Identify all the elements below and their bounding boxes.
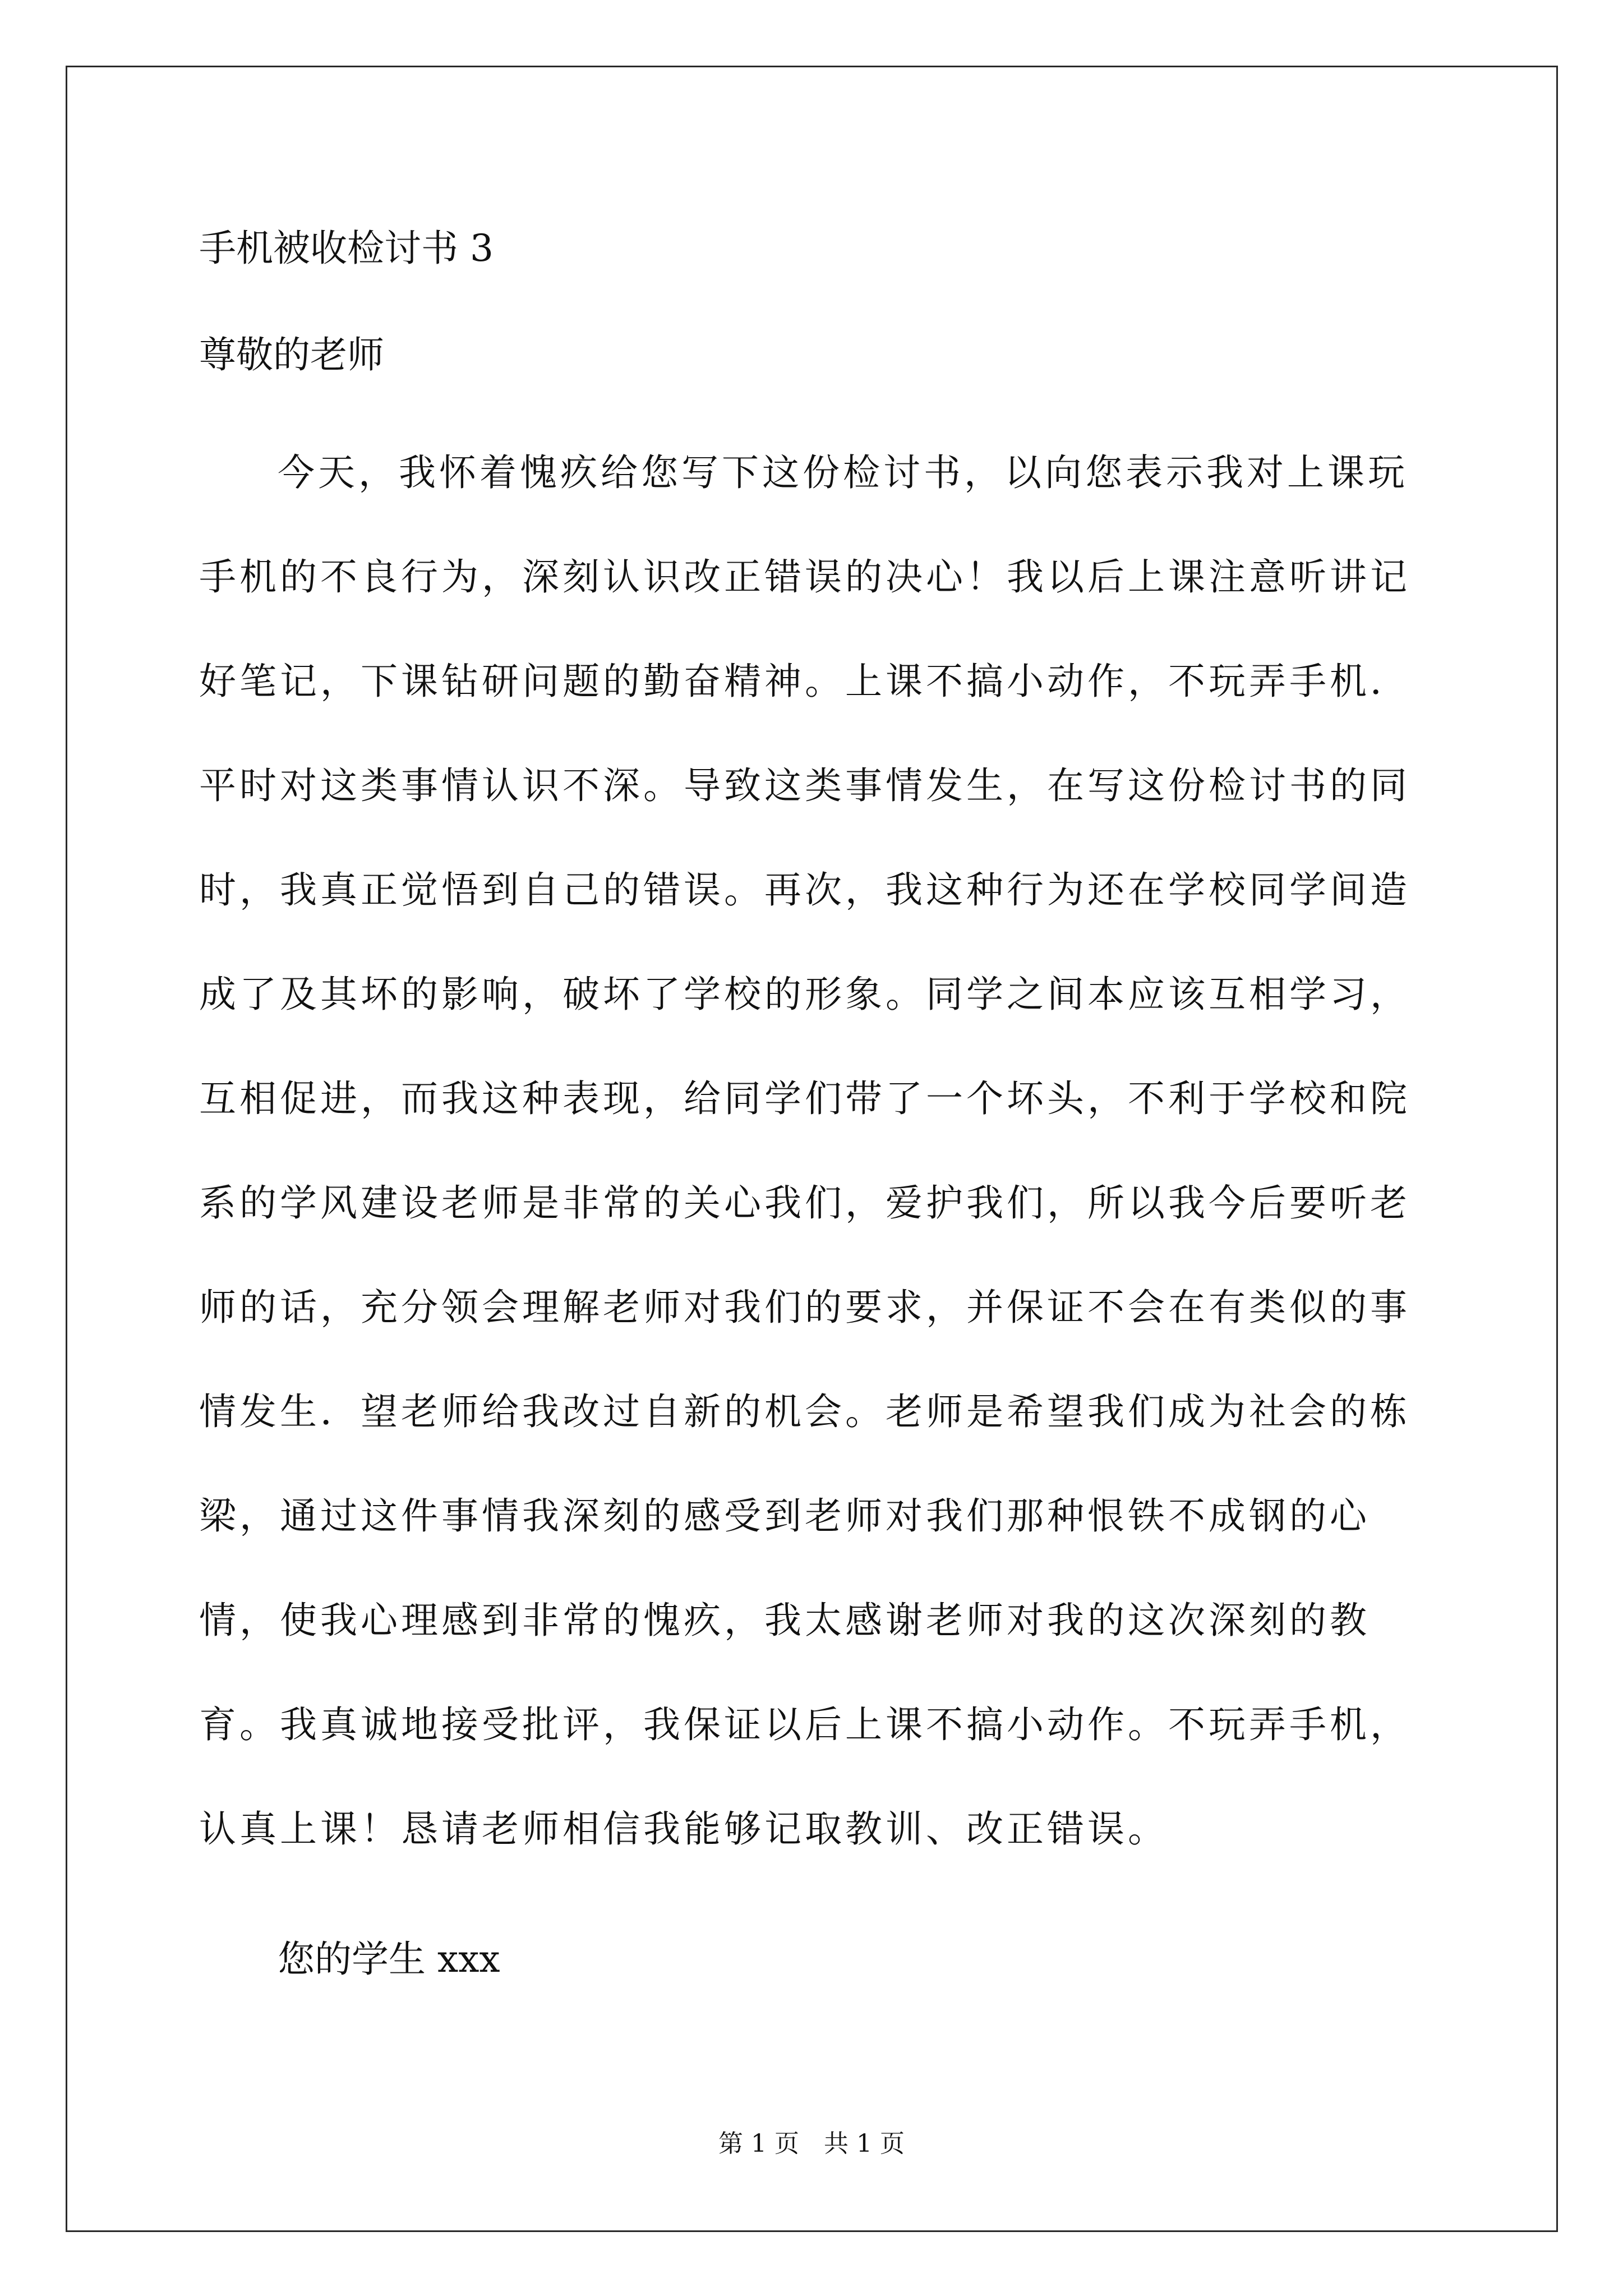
body-paragraph: 今天，我怀着愧疚给您写下这份检讨书，以向您表示我对上课玩手机的不良行为，深刻认识改正错误的决心！我以后上课注意听讲记好笔记，下课钻研问题的勤奋精神。上课不搞小动作，不玩弄手机．平时对这类事情认识不深。导致这类事情发生，在写这份检讨书的同时，我真正觉悟到自己的错误。再次，我这种行为还在学校同学间造成了及其坏的影响，破坏了学校的形象。同学之间本应该互相学习，互相促进，而我这种表现，给同学们带了一个坏头，不利于学校和院系的学风建设老师是非常的关心我们，爱护我们，所以我今后要听老师的话，充分领会理解老师对我们的要求，并保证不会在有类似的事情发生．望老师给我改过自新的机会。老师是希望我们成为社会的栋梁，通过这件事情我深刻的感受到老师对我们那种恨铁不成钢的心情，使我心理感到非常的愧疚，我太感谢老师对我的这次深刻的教育。我真诚地接受批评，我保证以后上课不搞小动作。不玩弄手机，认真上课！恳请老师相信我能够记取教训、改正错误。 — [199, 451, 1410, 1851]
signature: 您的学生 xxx — [278, 1938, 500, 1981]
document-title: 手机被收检讨书 3 — [199, 227, 494, 270]
page-footer: 第 1 页 共 1 页 — [718, 2129, 905, 2158]
salutation: 尊敬的老师 — [199, 333, 384, 376]
